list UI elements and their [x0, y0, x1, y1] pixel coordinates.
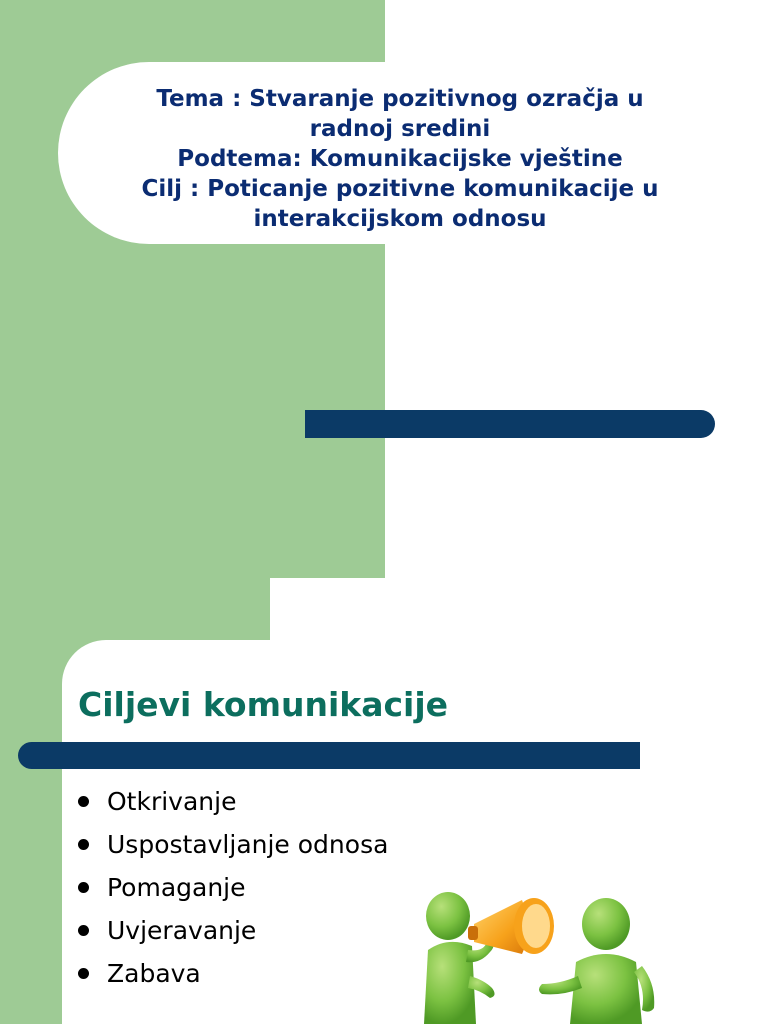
list-item	[78, 823, 388, 866]
list-item-label: Uspostavljanje odnosa	[107, 830, 389, 859]
bullet-icon	[78, 839, 89, 850]
title-line: radnoj sredini	[309, 116, 491, 142]
slide-2-title: Ciljevi komunikacije	[78, 685, 449, 724]
slide-1-title	[70, 84, 730, 234]
title-line: Podtema: Komunikacijske vještine	[177, 146, 623, 172]
list-item	[78, 780, 388, 823]
list-item-label: Zabava	[107, 959, 201, 988]
list-item	[78, 909, 388, 952]
decorative-navy-bar	[18, 742, 640, 769]
decorative-navy-bar	[305, 410, 715, 438]
bullet-list	[78, 780, 388, 995]
list-item	[78, 952, 388, 995]
title-line: Cilj : Poticanje pozitivne komunikacije u	[141, 176, 659, 202]
megaphone-figures-illustration	[410, 880, 660, 1024]
bullet-icon	[78, 882, 89, 893]
list-item-label: Uvjeravanje	[107, 916, 257, 945]
speaker-figure	[424, 892, 495, 1024]
list-item-label: Otkrivanje	[107, 787, 237, 816]
bullet-icon	[78, 925, 89, 936]
title-line: Tema : Stvaranje pozitivnog ozračja u	[156, 86, 644, 112]
title-line: interakcijskom odnosu	[253, 206, 547, 232]
bullet-icon	[78, 968, 89, 979]
list-item	[78, 866, 388, 909]
megaphone-icon	[468, 898, 554, 954]
list-item-label: Pomaganje	[107, 873, 246, 902]
bullet-icon	[78, 796, 89, 807]
listener-figure	[539, 898, 654, 1024]
